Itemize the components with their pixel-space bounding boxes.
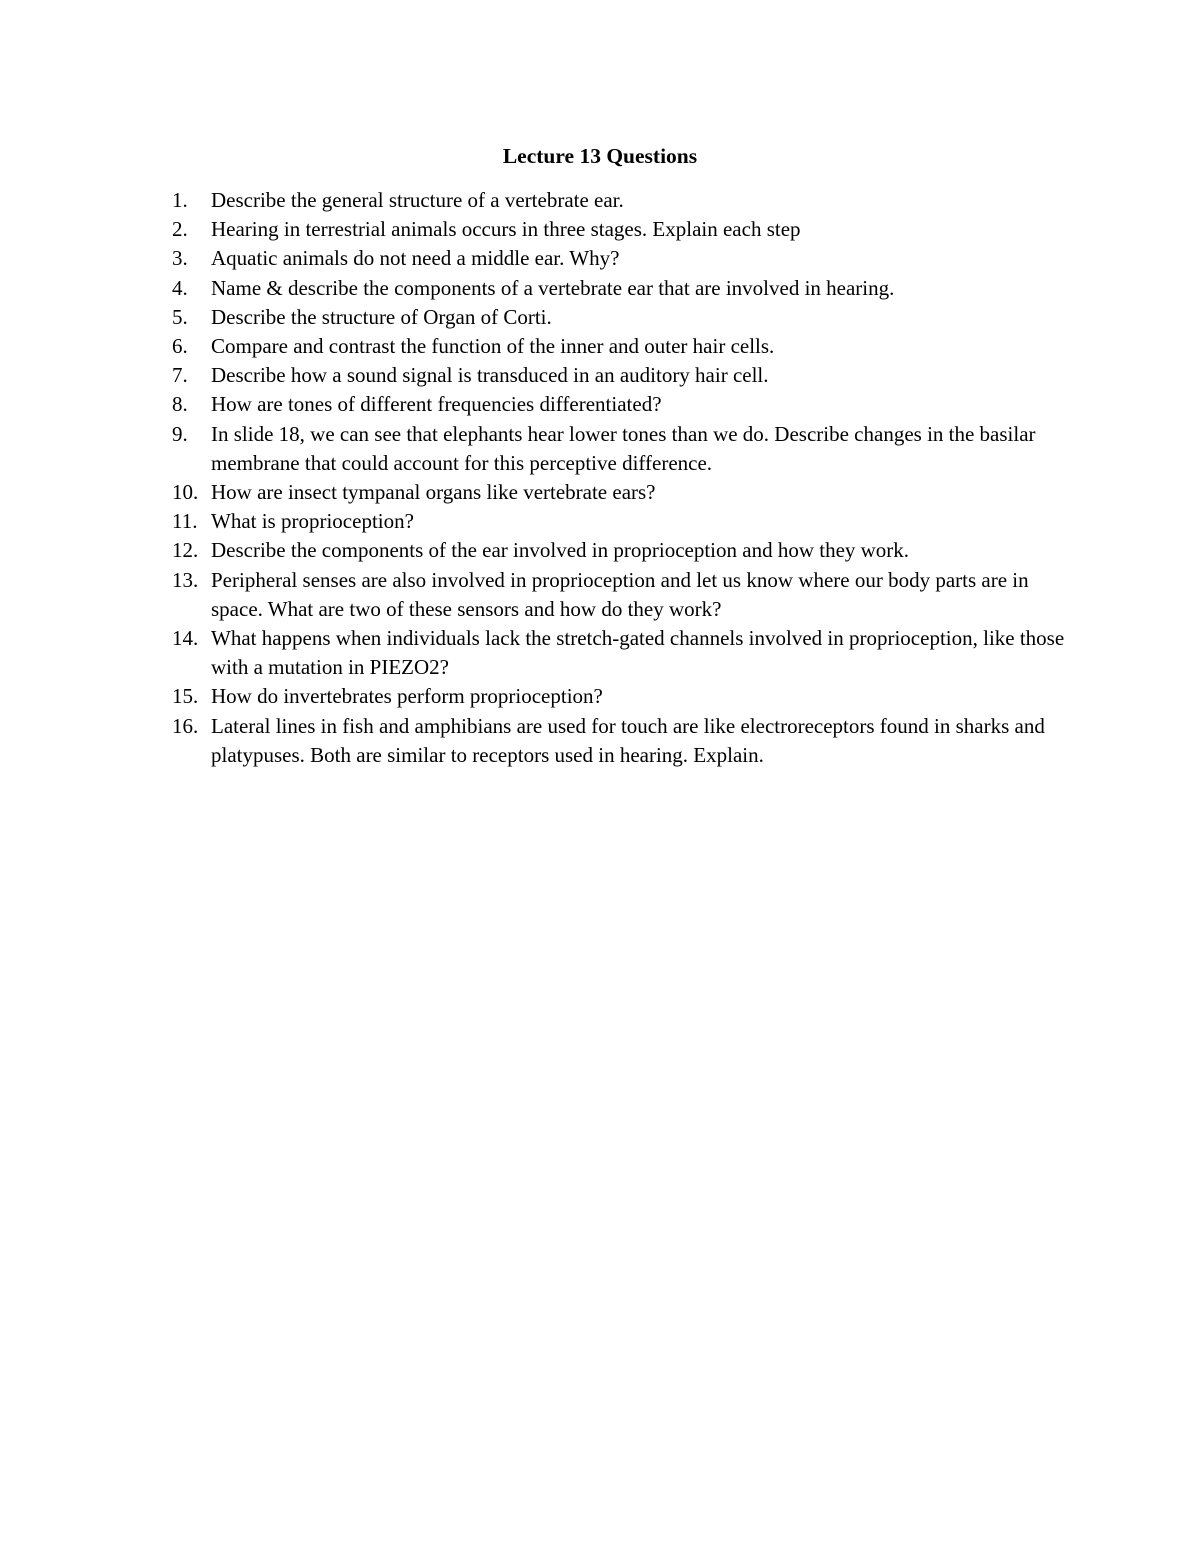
question-number: 15. bbox=[172, 684, 199, 709]
question-number: 14. bbox=[172, 626, 199, 651]
question-item bbox=[172, 420, 1072, 478]
question-text: Lateral lines in fish and amphibians are used for touch are like electroreceptors found in sharks and platypuses. Both are similar to receptors used in hearing. Explain. bbox=[211, 713, 1045, 767]
question-text: In slide 18, we can see that elephants hear lower tones than we do. Describe changes in the basilar membrane that could account for this perceptive difference. bbox=[211, 421, 1036, 475]
question-item bbox=[172, 712, 1072, 770]
question-number: 13. bbox=[172, 567, 199, 592]
question-text: Aquatic animals do not need a middle ear. Why? bbox=[211, 246, 620, 271]
question-item bbox=[172, 332, 1072, 361]
question-number: 5. bbox=[172, 304, 188, 329]
question-text: Compare and contrast the function of the inner and outer hair cells. bbox=[211, 334, 775, 359]
question-text: What happens when individuals lack the stretch-gated channels involved in proprioception, like those with a mutation in PIEZO2? bbox=[211, 626, 1065, 680]
question-item bbox=[172, 274, 1072, 303]
question-number: 6. bbox=[172, 334, 188, 359]
question-item bbox=[172, 682, 1072, 711]
question-text: Describe the structure of Organ of Corti. bbox=[211, 304, 552, 329]
question-number: 1. bbox=[172, 188, 188, 212]
question-text: Describe how a sound signal is transduced in an auditory hair cell. bbox=[211, 363, 769, 388]
question-item bbox=[172, 303, 1072, 332]
question-list bbox=[172, 186, 1072, 770]
question-number: 11. bbox=[172, 509, 198, 534]
question-text: How are tones of different frequencies differentiated? bbox=[211, 392, 662, 417]
question-number: 10. bbox=[172, 480, 199, 505]
page-title: Lecture 13 Questions bbox=[502, 144, 698, 168]
question-text: How are insect tympanal organs like vertebrate ears? bbox=[211, 480, 656, 505]
question-number: 3. bbox=[172, 246, 188, 271]
question-text: Describe the components of the ear involved in proprioception and how they work. bbox=[211, 538, 910, 563]
question-item bbox=[172, 478, 1072, 507]
question-number: 7. bbox=[172, 363, 188, 388]
question-item bbox=[172, 361, 1072, 390]
question-item bbox=[172, 566, 1072, 624]
question-item bbox=[172, 186, 1072, 215]
question-item bbox=[172, 244, 1072, 273]
question-item bbox=[172, 390, 1072, 419]
question-number: 12. bbox=[172, 538, 199, 563]
question-number: 2. bbox=[172, 217, 188, 242]
question-item bbox=[172, 624, 1072, 682]
question-number: 4. bbox=[172, 275, 188, 300]
question-text: Describe the general structure of a vertebrate ear. bbox=[211, 188, 624, 212]
question-number: 8. bbox=[172, 392, 188, 417]
question-text: Peripheral senses are also involved in proprioception and let us know where our body parts are in space. What are two of these sensors and how do they work? bbox=[211, 567, 1029, 621]
question-text: What is proprioception? bbox=[211, 509, 414, 534]
question-item bbox=[172, 215, 1072, 244]
question-number: 16. bbox=[172, 713, 199, 738]
question-text: Name & describe the components of a vertebrate ear that are involved in hearing. bbox=[211, 275, 895, 300]
question-item bbox=[172, 507, 1072, 536]
question-text: Hearing in terrestrial animals occurs in three stages. Explain each step bbox=[211, 217, 801, 242]
question-text: How do invertebrates perform proprioception? bbox=[211, 684, 603, 709]
question-number: 9. bbox=[172, 421, 188, 446]
question-item bbox=[172, 536, 1072, 565]
